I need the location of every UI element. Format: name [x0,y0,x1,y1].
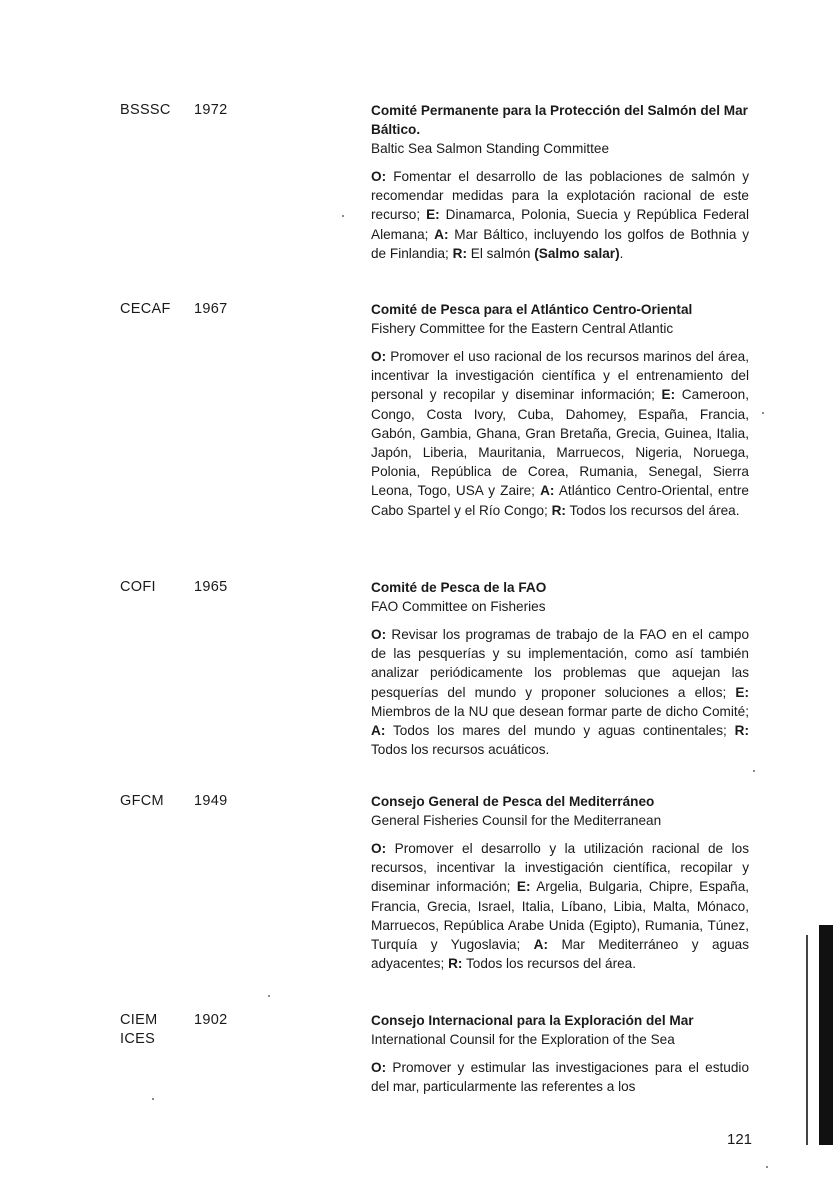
entry-name-es: Comité de Pesca de la FAO [371,580,547,595]
objective-text: Promover el desarrollo y la utilización racional de los recursos, incentivar la investigación científica, recopilar y diseminar información; [371,841,749,895]
entry-acronym-en: ICES [120,1031,156,1047]
entry-year: 1965 [194,579,228,595]
resources-text: Todos los recursos del área. [569,502,740,518]
entry-name-en: FAO Committee on Fisheries [371,599,546,614]
entry-name-en: International Counsil for the Exploration of the Sea [371,1032,675,1047]
area-text: Todos los mares del mundo y aguas continentales; [392,723,727,739]
objective-text: Promover el uso racional de los recursos marinos del área, incentivar la investigación científica y el entrenamiento del personal y recopilar y diseminar información; [371,349,749,403]
objective-label: O: [371,841,387,856]
entry-acronym: CECAF [120,301,171,317]
resources-label: R: [452,245,467,261]
scan-speck [753,770,755,772]
scan-speck [762,412,764,414]
entry-description [371,101,749,263]
entry-acronym: BSSSC [120,102,171,118]
scan-speck [268,995,270,997]
entry-details [371,625,749,759]
scan-edge-bar [819,925,833,1145]
objective-label: O: [371,349,387,364]
entry-acronym-es: CIEM [120,1012,158,1028]
entry-acronym: COFI [120,579,156,595]
entry-description [371,578,749,759]
entry-description [371,792,749,973]
entry-year: 1972 [194,102,228,118]
resources-end: . [619,245,624,261]
scan-edge-line [806,935,808,1145]
entry-name-en: General Fisheries Counsil for the Mediterranean [371,813,662,828]
entry-details [371,839,749,973]
species-name: (Salmo salar) [534,245,620,261]
entry-year: 1902 [194,1012,228,1028]
scan-speck [152,1098,154,1100]
objective-label: O: [371,1060,387,1075]
members-label: E: [516,879,531,895]
area-label: A: [371,723,386,739]
objective-label: O: [371,627,387,642]
resources-label: R: [551,502,566,518]
area-label: A: [540,483,555,499]
resources-label: R: [734,723,750,739]
entry-year: 1967 [194,301,228,317]
entry-details [371,1058,749,1096]
entry-name-es: Comité de Pesca para el Atlántico Centro-Oriental [371,302,693,317]
resources-text: Todos los recursos acuáticos. [371,742,550,758]
area-text: Mar Báltico, incluyendo los golfos de Bothnia y de Finlandia; [371,226,749,261]
entry-name-es: Consejo General de Pesca del Mediterráneo [371,794,655,809]
scan-speck [766,1166,768,1168]
members-label: E: [661,387,676,403]
members-text: Dinamarca, Polonia, Suecia y República Federal Alemana; [371,207,749,242]
entry-year: 1949 [194,793,228,809]
page-number: 121 [727,1131,753,1148]
area-label: A: [533,937,549,953]
objective-text: Revisar los programas de trabajo de la FAO en el campo de las pesquerías y su implementación, como así también analizar periódicamente los problemas que aquejan las pesquerías del mundo y proponer soluciones a ellos; [371,627,749,700]
entry-acronym [120,1011,157,1049]
area-text: Mar Mediterráneo y aguas adyacentes; [371,937,750,972]
entry-name-en: Baltic Sea Salmon Standing Committee [371,141,610,156]
area-label: A: [434,226,449,242]
objective-label: O: [371,169,387,184]
members-label: E: [426,207,440,223]
entry-description [371,300,749,520]
resources-text: Todos los recursos del área. [465,956,636,972]
resources-text: El salmón [470,245,531,261]
entry-name-es: Consejo Internacional para la Exploración del Mar [371,1013,694,1028]
entry-acronym: GFCM [120,793,164,809]
members-label: E: [735,684,750,700]
area-text: Atlántico Centro-Oriental, entre Cabo Spartel y el Río Congo; [371,483,749,518]
entry-description [371,1011,749,1096]
entry-details [371,347,749,520]
scan-speck [342,215,344,217]
members-text: Argelia, Bulgaria, Chipre, España, Francia, Grecia, Israel, Italia, Líbano, Libia, Malta, Mónaco, Marruecos, República Arabe Unida (Egipto), Rumania, Túnez, Turquía y Yugoslavia; [371,879,750,953]
entry-details [371,167,749,263]
members-text: Miembros de la NU que desean formar parte de dicho Comité; [371,703,749,719]
entry-name-es: Comité Permanente para la Protección del Salmón del Mar Báltico. [371,103,748,137]
entry-name-en: Fishery Committee for the Eastern Central Atlantic [371,321,674,336]
objective-text: Promover y estimular las investigaciones para el estudio del mar, particularmente las referentes a los [371,1060,749,1095]
resources-label: R: [448,956,463,972]
objective-text: Fomentar el desarrollo de las poblaciones de salmón y recomendar medidas para la explotación racional de este recurso; [371,169,749,223]
members-text: Cameroon, Congo, Costa Ivory, Cuba, Dahomey, España, Francia, Gabón, Gambia, Ghana, Gran Bretaña, Grecia, Guinea, Italia, Japón, Liberia, Mauritania, Marruecos, Nigeria, Noruega, Polonia, República de Corea, Rumania, Senegal, Sierra Leona, Togo, USA y Zaire; [371,387,750,499]
